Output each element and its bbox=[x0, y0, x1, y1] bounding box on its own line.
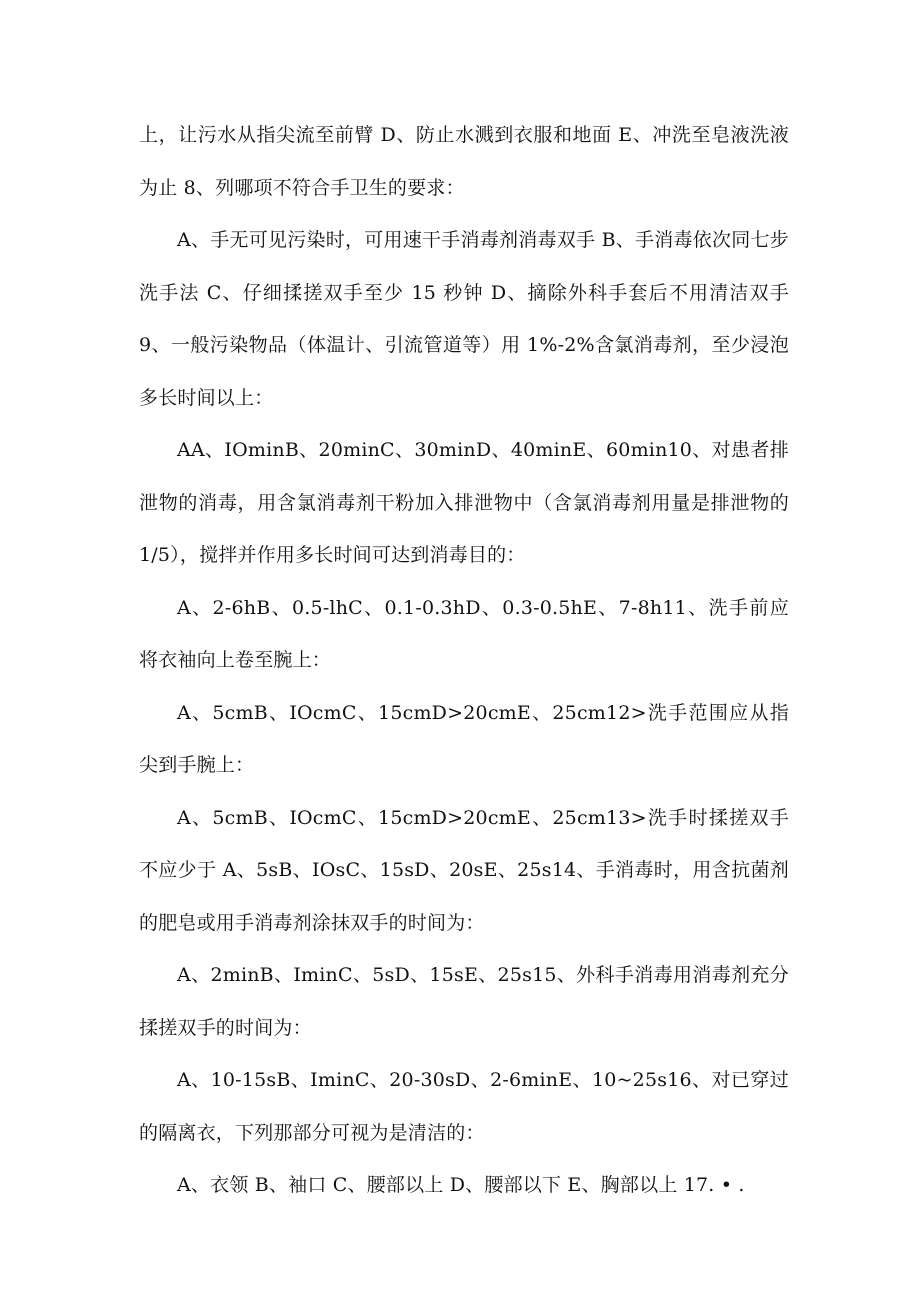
paragraph-7: A、2minB、IminC、5sD、15sE、25s15、外科手消毒用消毒剂充分揉搓双手的时间为： bbox=[139, 964, 789, 1039]
paragraph-6: A、5cmB、IOcmC、15cmD>20cmE、25cm13>洗手时揉搓双手不应少于 A、5sB、IOsC、15sD、20sE、25s14、手消毒时，用含抗菌剂的肥皂或用手消毒剂涂抹双手的时间为： bbox=[139, 806, 789, 934]
paragraph-9: A、衣领 B、袖口 C、腰部以上 D、腰部以下 E、胸部以上 17. • . bbox=[177, 1174, 745, 1196]
paragraph-4: A、2-6hB、0.5-lhC、0.1-0.3hD、0.3-0.5hE、7-8h11、洗手前应将衣袖向上卷至腕上： bbox=[139, 596, 789, 671]
paragraph-1: 上，让污水从指尖流至前臂 D、防止水溅到衣服和地面 E、冲洗至皂液洗液为止 8、列哪项不符合手卫生的要求： bbox=[139, 124, 789, 199]
document-body bbox=[139, 109, 789, 1212]
paragraph-5: A、5cmB、IOcmC、15cmD>20cmE、25cm12>洗手范围应从指尖到手腕上： bbox=[139, 701, 789, 776]
paragraph-2: A、手无可见污染时，可用速干手消毒剂消毒双手 B、手消毒依次同七步洗手法 C、仔细揉搓双手至少 15 秒钟 D、摘除外科手套后不用清洁双手 9、一般污染物品（体温计、引流管道等）用 1%-2%含氯消毒剂，至少浸泡多长时间以上： bbox=[139, 229, 789, 409]
paragraph-3: AA、IOminB、20minC、30minD、40minE、60min10、对患者排泄物的消毒，用含氯消毒剂干粉加入排泄物中（含氯消毒剂用量是排泄物的 1/5），搅拌并作用多长时间可达到消毒目的： bbox=[139, 439, 789, 566]
paragraph-8: A、10-15sB、IminC、20-30sD、2-6minE、10~25s16、对已穿过的隔离衣，下列那部分可视为是清洁的： bbox=[139, 1069, 789, 1144]
